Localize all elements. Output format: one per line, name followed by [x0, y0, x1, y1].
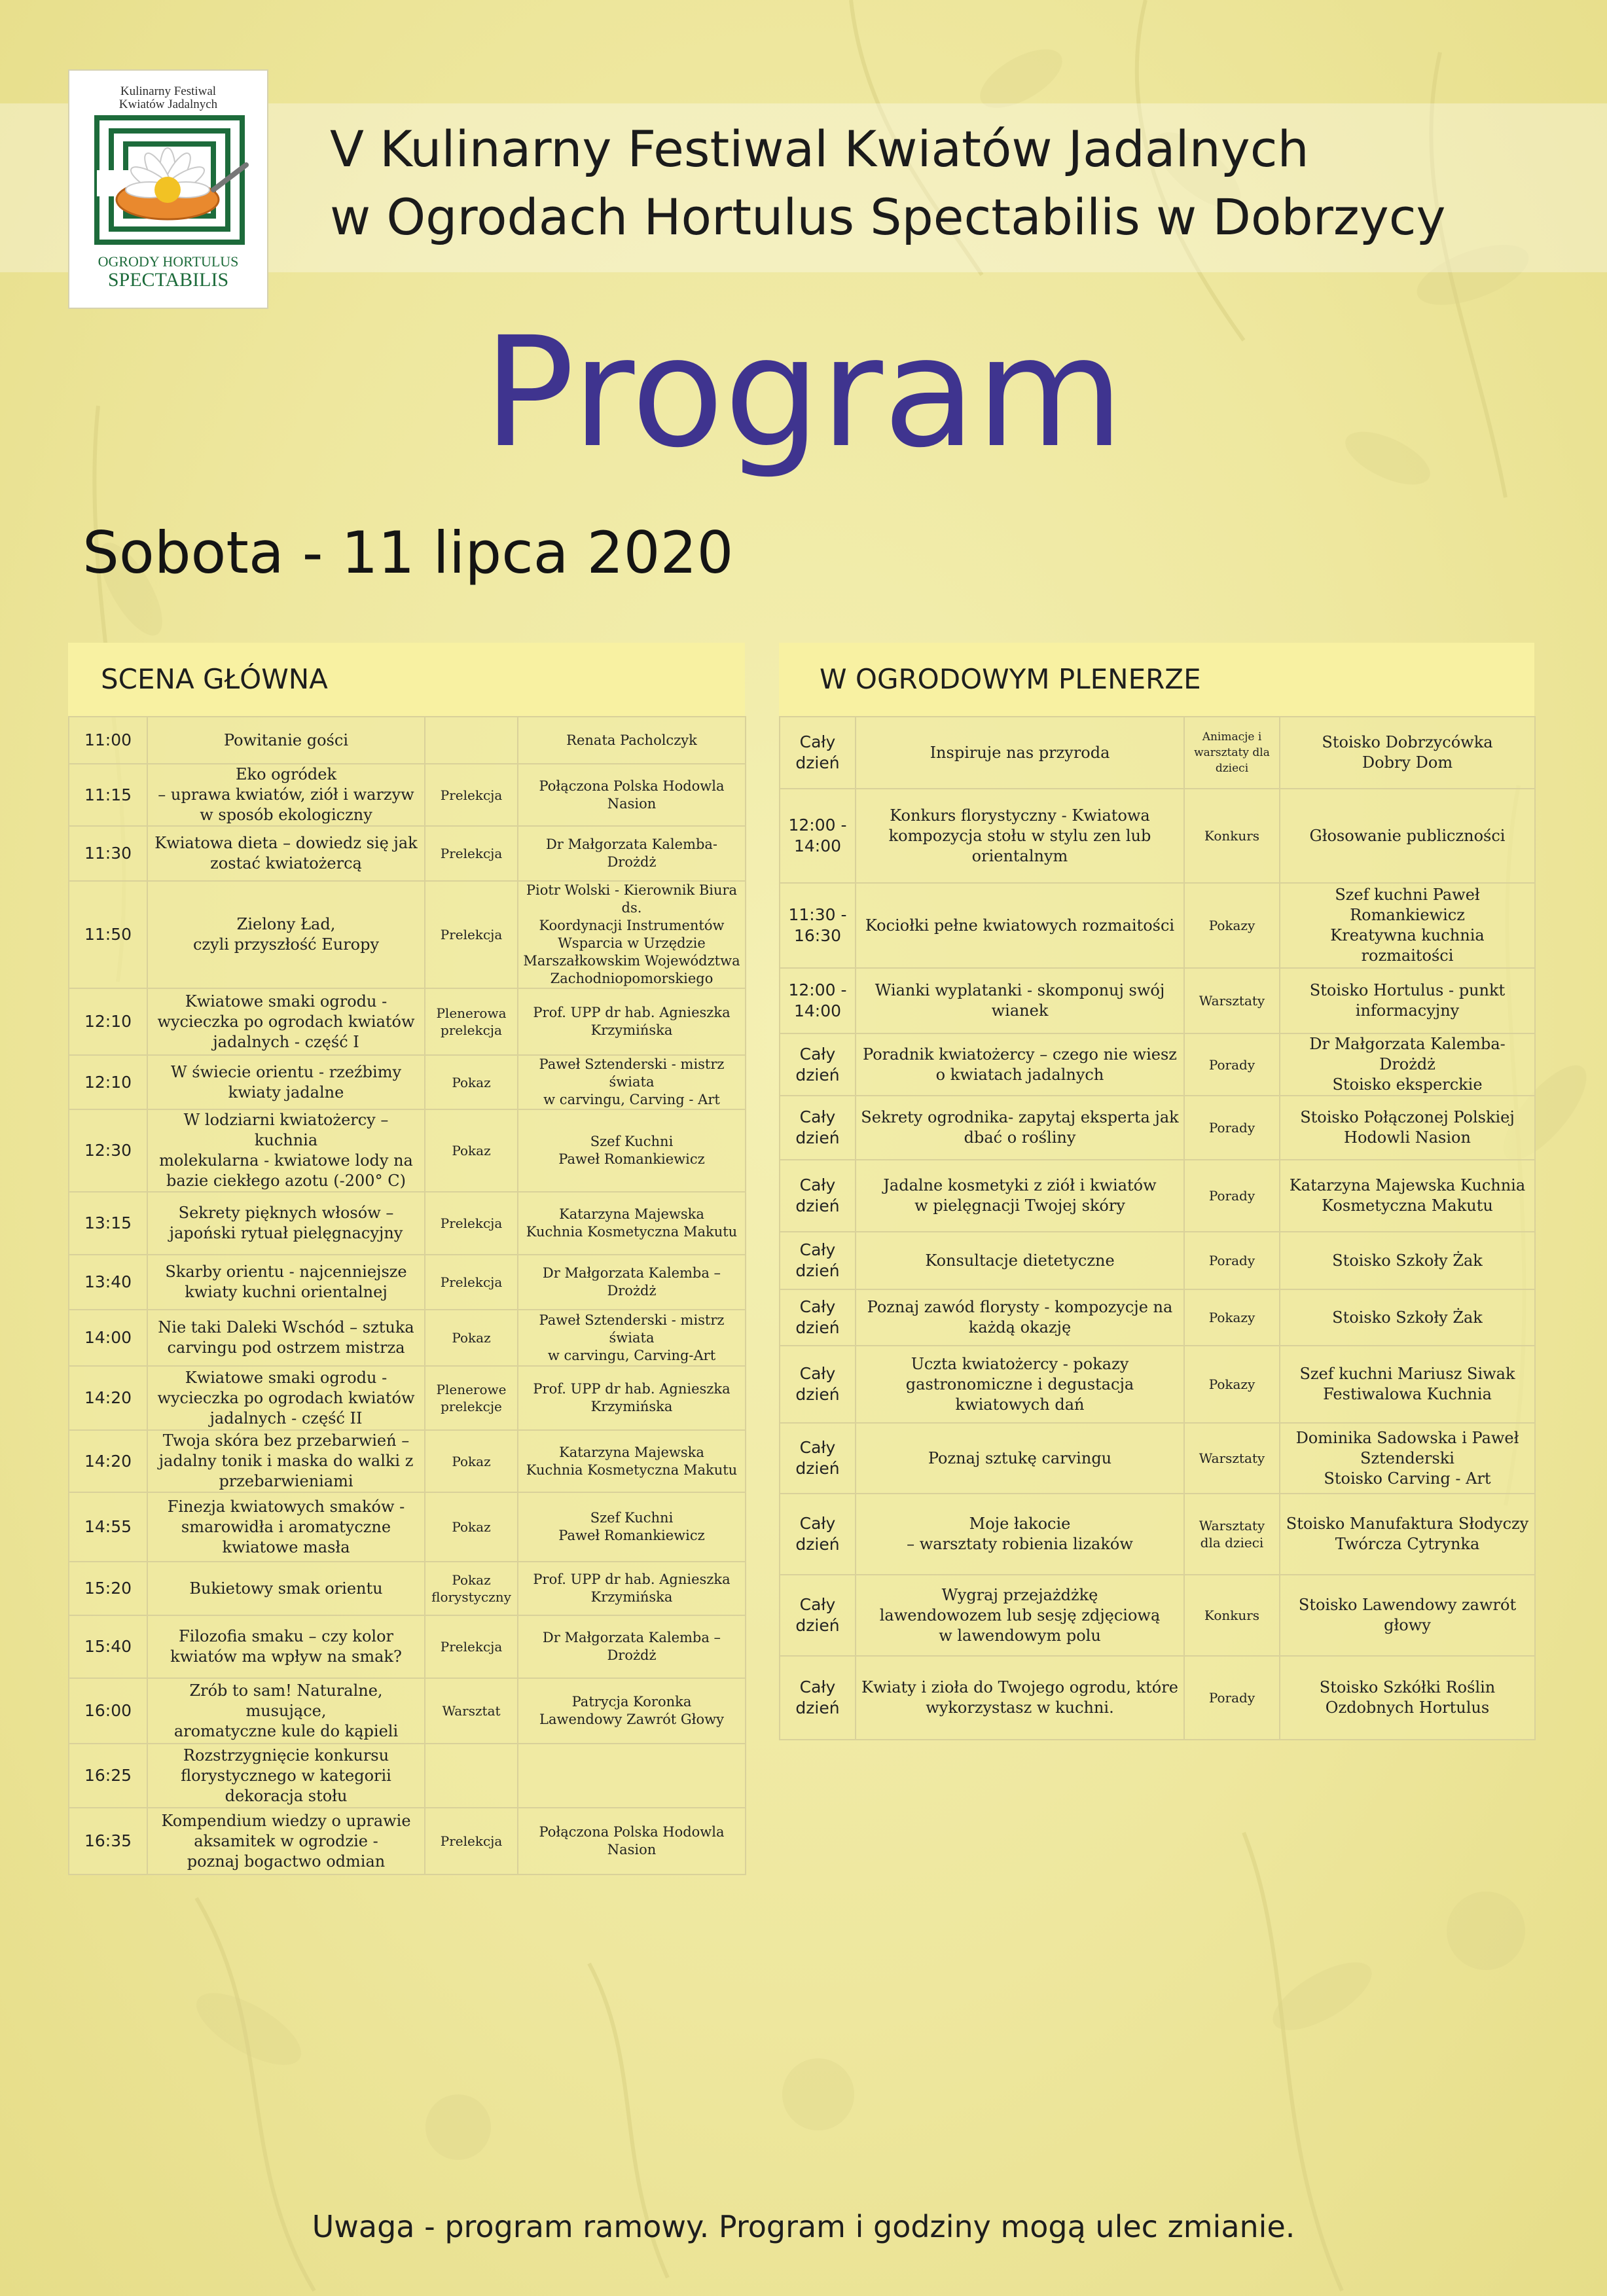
- scena-row: [69, 1310, 746, 1366]
- plener-who-cell: Szef kuchni Paweł Romankiewicz Kreatywna kuchnia rozmaitości: [1280, 883, 1535, 968]
- plener-type-cell: Konkurs: [1184, 789, 1280, 883]
- plener-row: [780, 1346, 1535, 1423]
- plener-row: [780, 1575, 1535, 1656]
- plener-who-cell: Stoisko Szkółki Roślin Ozdobnych Hortulus: [1280, 1656, 1535, 1740]
- scena-type-cell: [425, 1744, 518, 1808]
- scena-time-cell: 12:10: [69, 988, 147, 1055]
- plener-row: [780, 1232, 1535, 1289]
- plener-who-cell: Stoisko Połączonej Polskiej Hodowli Nasion: [1280, 1096, 1535, 1160]
- scena-who-cell: Patrycja Koronka Lawendowy Zawrót Głowy: [518, 1678, 746, 1744]
- scena-time-cell: 16:25: [69, 1744, 147, 1808]
- plener-who-cell: Stoisko Szkoły Żak: [1280, 1289, 1535, 1346]
- plener-type-cell: Warsztaty: [1184, 1423, 1280, 1494]
- scena-event-cell: Twoja skóra bez przebarwień – jadalny tonik i maska do walki z przebarwieniami: [147, 1430, 425, 1492]
- scena-event-cell: Finezja kwiatowych smaków - smarowidła i aromatyczne kwiatowe masła: [147, 1492, 425, 1562]
- plener-table: [779, 716, 1536, 1740]
- logo-bottom-text: OGRODY HORTULUS SPECTABILIS: [98, 253, 239, 291]
- title-line-2: w Ogrodach Hortulus Spectabilis w Dobrzycy: [330, 188, 1446, 246]
- scena-who-cell: Dr Małgorzata Kalemba – Drożdż: [518, 1255, 746, 1310]
- plener-who-cell: Katarzyna Majewska Kuchnia Kosmetyczna Makutu: [1280, 1160, 1535, 1232]
- plener-row: [780, 789, 1535, 883]
- scena-row: [69, 1808, 746, 1874]
- scena-glowna-rows: [69, 717, 746, 1874]
- scena-type-cell: Pokaz: [425, 1109, 518, 1192]
- scena-row: [69, 1055, 746, 1109]
- scena-time-cell: 13:40: [69, 1255, 147, 1310]
- plener-who-cell: Stoisko Dobrzycówka Dobry Dom: [1280, 717, 1535, 789]
- festival-logo: [68, 69, 268, 309]
- scena-who-cell: Katarzyna Majewska Kuchnia Kosmetyczna Makutu: [518, 1430, 746, 1492]
- scena-event-cell: Eko ogródek – uprawa kwiatów, ziół i warzyw w sposób ekologiczny: [147, 764, 425, 826]
- scena-row: [69, 1366, 746, 1430]
- scena-who-cell: Paweł Sztenderski - mistrz świata w carvingu, Carving - Art: [518, 1055, 746, 1109]
- scena-event-cell: Kompendium wiedzy o uprawie aksamitek w ogrodzie - poznaj bogactwo odmian: [147, 1808, 425, 1874]
- plener-row: [780, 1289, 1535, 1346]
- scena-type-cell: Pokaz florystyczny: [425, 1562, 518, 1615]
- scena-type-cell: Pokaz: [425, 1310, 518, 1366]
- scena-type-cell: Plenerowa prelekcja: [425, 988, 518, 1055]
- scena-event-cell: Zielony Ład, czyli przyszłość Europy: [147, 881, 425, 988]
- scena-who-cell: Prof. UPP dr hab. Agnieszka Krzymińska: [518, 1366, 746, 1430]
- scena-event-cell: Powitanie gości: [147, 717, 425, 764]
- plener-row: [780, 1494, 1535, 1575]
- plener-row: [780, 1423, 1535, 1494]
- scena-row: [69, 988, 746, 1055]
- plener-time-cell: Cały dzień: [780, 1346, 856, 1423]
- scena-row: [69, 717, 746, 764]
- scena-who-cell: Prof. UPP dr hab. Agnieszka Krzymińska: [518, 988, 746, 1055]
- scena-event-cell: Nie taki Daleki Wschód – sztuka carvingu pod ostrzem mistrza: [147, 1310, 425, 1366]
- scena-time-cell: 12:30: [69, 1109, 147, 1192]
- scena-time-cell: 11:15: [69, 764, 147, 826]
- scena-row: [69, 764, 746, 826]
- plener-who-cell: Stoisko Manufaktura Słodyczy Twórcza Cytrynka: [1280, 1494, 1535, 1575]
- plener-time-cell: Cały dzień: [780, 1160, 856, 1232]
- scena-event-cell: Rozstrzygnięcie konkursu florystycznego w kategorii dekoracja stołu: [147, 1744, 425, 1808]
- scena-type-cell: Warsztat: [425, 1678, 518, 1744]
- plener-who-cell: Stoisko Lawendowy zawrót głowy: [1280, 1575, 1535, 1656]
- scena-row: [69, 1430, 746, 1492]
- scena-glowna-table: [68, 716, 746, 1875]
- disclaimer-note: Uwaga - program ramowy. Program i godziny mogą ulec zmianie.: [312, 2209, 1295, 2244]
- plener-row: [780, 1160, 1535, 1232]
- scena-who-cell: Paweł Sztenderski - mistrz świata w carvingu, Carving-Art: [518, 1310, 746, 1366]
- title-line-1: V Kulinarny Festiwal Kwiatów Jadalnych: [330, 120, 1309, 178]
- scena-row: [69, 1562, 746, 1615]
- scena-who-cell: [518, 1744, 746, 1808]
- plener-time-cell: 11:30 - 16:30: [780, 883, 856, 968]
- scena-type-cell: Prelekcja: [425, 881, 518, 988]
- scena-who-cell: Połączona Polska Hodowla Nasion: [518, 764, 746, 826]
- scena-row: [69, 881, 746, 988]
- plener-who-cell: Dr Małgorzata Kalemba-Drożdż Stoisko eksperckie: [1280, 1033, 1535, 1096]
- scena-type-cell: Pokaz: [425, 1492, 518, 1562]
- scena-who-cell: Renata Pacholczyk: [518, 717, 746, 764]
- plener-type-cell: Pokazy: [1184, 1289, 1280, 1346]
- plener-time-cell: Cały dzień: [780, 1494, 856, 1575]
- scena-who-cell: Dr Małgorzata Kalemba – Drożdż: [518, 1615, 746, 1678]
- plener-time-cell: Cały dzień: [780, 1656, 856, 1740]
- plener-who-cell: Szef kuchni Mariusz Siwak Festiwalowa Kuchnia: [1280, 1346, 1535, 1423]
- plener-who-cell: Stoisko Szkoły Żak: [1280, 1232, 1535, 1289]
- scena-type-cell: Prelekcja: [425, 1255, 518, 1310]
- plener-time-cell: Cały dzień: [780, 1096, 856, 1160]
- plener-row: [780, 968, 1535, 1033]
- scena-row: [69, 1192, 746, 1255]
- scena-time-cell: 16:00: [69, 1678, 147, 1744]
- plener-time-cell: Cały dzień: [780, 717, 856, 789]
- plener-type-cell: Porady: [1184, 1033, 1280, 1096]
- plener-time-cell: Cały dzień: [780, 1232, 856, 1289]
- scena-type-cell: Plenerowe prelekcje: [425, 1366, 518, 1430]
- plener-event-cell: Poznaj zawód florysty - kompozycje na każdą okazję: [856, 1289, 1184, 1346]
- scena-event-cell: Skarby orientu - najcenniejsze kwiaty kuchni orientalnej: [147, 1255, 425, 1310]
- scena-row: [69, 1109, 746, 1192]
- scena-row: [69, 1744, 746, 1808]
- plener-event-cell: Poznaj sztukę carvingu: [856, 1423, 1184, 1494]
- scena-time-cell: 11:00: [69, 717, 147, 764]
- scena-who-cell: Połączona Polska Hodowla Nasion: [518, 1808, 746, 1874]
- scena-event-cell: W lodziarni kwiatożercy – kuchnia molekularna - kwiatowe lody na bazie ciekłego azotu (-200° C): [147, 1109, 425, 1192]
- scena-time-cell: 14:20: [69, 1366, 147, 1430]
- scena-row: [69, 826, 746, 881]
- scena-event-cell: Sekrety pięknych włosów – japoński rytuał pielęgnacyjny: [147, 1192, 425, 1255]
- scena-who-cell: Szef Kuchni Paweł Romankiewicz: [518, 1109, 746, 1192]
- plener-row: [780, 883, 1535, 968]
- plener-type-cell: Pokazy: [1184, 883, 1280, 968]
- scena-time-cell: 14:00: [69, 1310, 147, 1366]
- plener-who-cell: Stoisko Hortulus - punkt informacyjny: [1280, 968, 1535, 1033]
- scena-type-cell: Pokaz: [425, 1055, 518, 1109]
- plener-event-cell: Wianki wyplatanki - skomponuj swój wianek: [856, 968, 1184, 1033]
- plener-who-cell: Głosowanie publiczności: [1280, 789, 1535, 883]
- scena-who-cell: Prof. UPP dr hab. Agnieszka Krzymińska: [518, 1562, 746, 1615]
- plener-event-cell: Wygraj przejażdżkę lawendowozem lub sesję zdjęciową w lawendowym polu: [856, 1575, 1184, 1656]
- plener-row: [780, 1656, 1535, 1740]
- plener-event-cell: Jadalne kosmetyki z ziół i kwiatów w pielęgnacji Twojej skóry: [856, 1160, 1184, 1232]
- festival-title: [330, 115, 1574, 251]
- scena-time-cell: 15:40: [69, 1615, 147, 1678]
- scena-type-cell: Prelekcja: [425, 826, 518, 881]
- scena-row: [69, 1255, 746, 1310]
- scena-type-cell: Prelekcja: [425, 1615, 518, 1678]
- plener-time-cell: Cały dzień: [780, 1289, 856, 1346]
- plener-time-cell: Cały dzień: [780, 1575, 856, 1656]
- plener-type-cell: Porady: [1184, 1160, 1280, 1232]
- plener-row: [780, 717, 1535, 789]
- scena-time-cell: 16:35: [69, 1808, 147, 1874]
- scena-time-cell: 14:20: [69, 1430, 147, 1492]
- plener-type-cell: Animacje i warsztaty dla dzieci: [1184, 717, 1280, 789]
- scena-row: [69, 1678, 746, 1744]
- scena-time-cell: 11:30: [69, 826, 147, 881]
- plener-row: [780, 1033, 1535, 1096]
- scena-who-cell: Szef Kuchni Paweł Romankiewicz: [518, 1492, 746, 1562]
- scena-event-cell: W świecie orientu - rzeźbimy kwiaty jadalne: [147, 1055, 425, 1109]
- plener-time-cell: 12:00 - 14:00: [780, 968, 856, 1033]
- plener-event-cell: Uczta kwiatożercy - pokazy gastronomiczne i degustacja kwiatowych dań: [856, 1346, 1184, 1423]
- plener-type-cell: Porady: [1184, 1096, 1280, 1160]
- scena-type-cell: Pokaz: [425, 1430, 518, 1492]
- plener-event-cell: Konsultacje dietetyczne: [856, 1232, 1184, 1289]
- scena-time-cell: 13:15: [69, 1192, 147, 1255]
- scena-event-cell: Filozofia smaku – czy kolor kwiatów ma wpływ na smak?: [147, 1615, 425, 1678]
- plener-type-cell: Konkurs: [1184, 1575, 1280, 1656]
- scena-time-cell: 14:55: [69, 1492, 147, 1562]
- plener-heading: W OGRODOWYM PLENERZE: [779, 643, 1534, 716]
- program-heading: Program: [483, 304, 1124, 481]
- plener-type-cell: Porady: [1184, 1232, 1280, 1289]
- plener-event-cell: Moje łakocie – warsztaty robienia lizaków: [856, 1494, 1184, 1575]
- logo-top-text: Kulinarny Festiwal Kwiatów Jadalnych: [118, 84, 218, 111]
- scena-who-cell: Katarzyna Majewska Kuchnia Kosmetyczna Makutu: [518, 1192, 746, 1255]
- scena-type-cell: Prelekcja: [425, 1192, 518, 1255]
- plener-event-cell: Kociołki pełne kwiatowych rozmaitości: [856, 883, 1184, 968]
- plener-event-cell: Kwiaty i zioła do Twojego ogrodu, które wykorzystasz w kuchni.: [856, 1656, 1184, 1740]
- day-heading: Sobota - 11 lipca 2020: [82, 519, 734, 586]
- scena-row: [69, 1615, 746, 1678]
- scena-time-cell: 12:10: [69, 1055, 147, 1109]
- scena-event-cell: Kwiatowe smaki ogrodu - wycieczka po ogrodach kwiatów jadalnych - część I: [147, 988, 425, 1055]
- plener-event-cell: Poradnik kwiatożercy – czego nie wiesz o kwiatach jadalnych: [856, 1033, 1184, 1096]
- scena-time-cell: 11:50: [69, 881, 147, 988]
- scena-who-cell: Dr Małgorzata Kalemba-Drożdż: [518, 826, 746, 881]
- scena-type-cell: [425, 717, 518, 764]
- plener-who-cell: Dominika Sadowska i Paweł Sztenderski Stoisko Carving - Art: [1280, 1423, 1535, 1494]
- plener-type-cell: Warsztaty: [1184, 968, 1280, 1033]
- plener-type-cell: Pokazy: [1184, 1346, 1280, 1423]
- logo-emblem-icon: [89, 111, 250, 249]
- plener-time-cell: Cały dzień: [780, 1423, 856, 1494]
- plener-time-cell: 12:00 - 14:00: [780, 789, 856, 883]
- scena-type-cell: Prelekcja: [425, 764, 518, 826]
- plener-type-cell: Warsztaty dla dzieci: [1184, 1494, 1280, 1575]
- plener-event-cell: Inspiruje nas przyroda: [856, 717, 1184, 789]
- plener-row: [780, 1096, 1535, 1160]
- scena-event-cell: Bukietowy smak orientu: [147, 1562, 425, 1615]
- scena-time-cell: 15:20: [69, 1562, 147, 1615]
- scena-type-cell: Prelekcja: [425, 1808, 518, 1874]
- plener-time-cell: Cały dzień: [780, 1033, 856, 1096]
- scena-row: [69, 1492, 746, 1562]
- scena-who-cell: Piotr Wolski - Kierownik Biura ds. Koordynacji Instrumentów Wsparcia w Urzędzie Marszałkowskim Województwa Zachodniopomorskiego: [518, 881, 746, 988]
- scena-event-cell: Zrób to sam! Naturalne, musujące, aromatyczne kule do kąpieli: [147, 1678, 425, 1744]
- plener-event-cell: Konkurs florystyczny - Kwiatowa kompozycja stołu w stylu zen lub orientalnym: [856, 789, 1184, 883]
- scena-event-cell: Kwiatowa dieta – dowiedz się jak zostać kwiatożercą: [147, 826, 425, 881]
- scena-event-cell: Kwiatowe smaki ogrodu - wycieczka po ogrodach kwiatów jadalnych - część II: [147, 1366, 425, 1430]
- plener-type-cell: Porady: [1184, 1656, 1280, 1740]
- scena-glowna-heading: SCENA GŁÓWNA: [68, 643, 745, 716]
- plener-event-cell: Sekrety ogrodnika- zapytaj eksperta jak dbać o rośliny: [856, 1096, 1184, 1160]
- plener-rows: [780, 717, 1535, 1740]
